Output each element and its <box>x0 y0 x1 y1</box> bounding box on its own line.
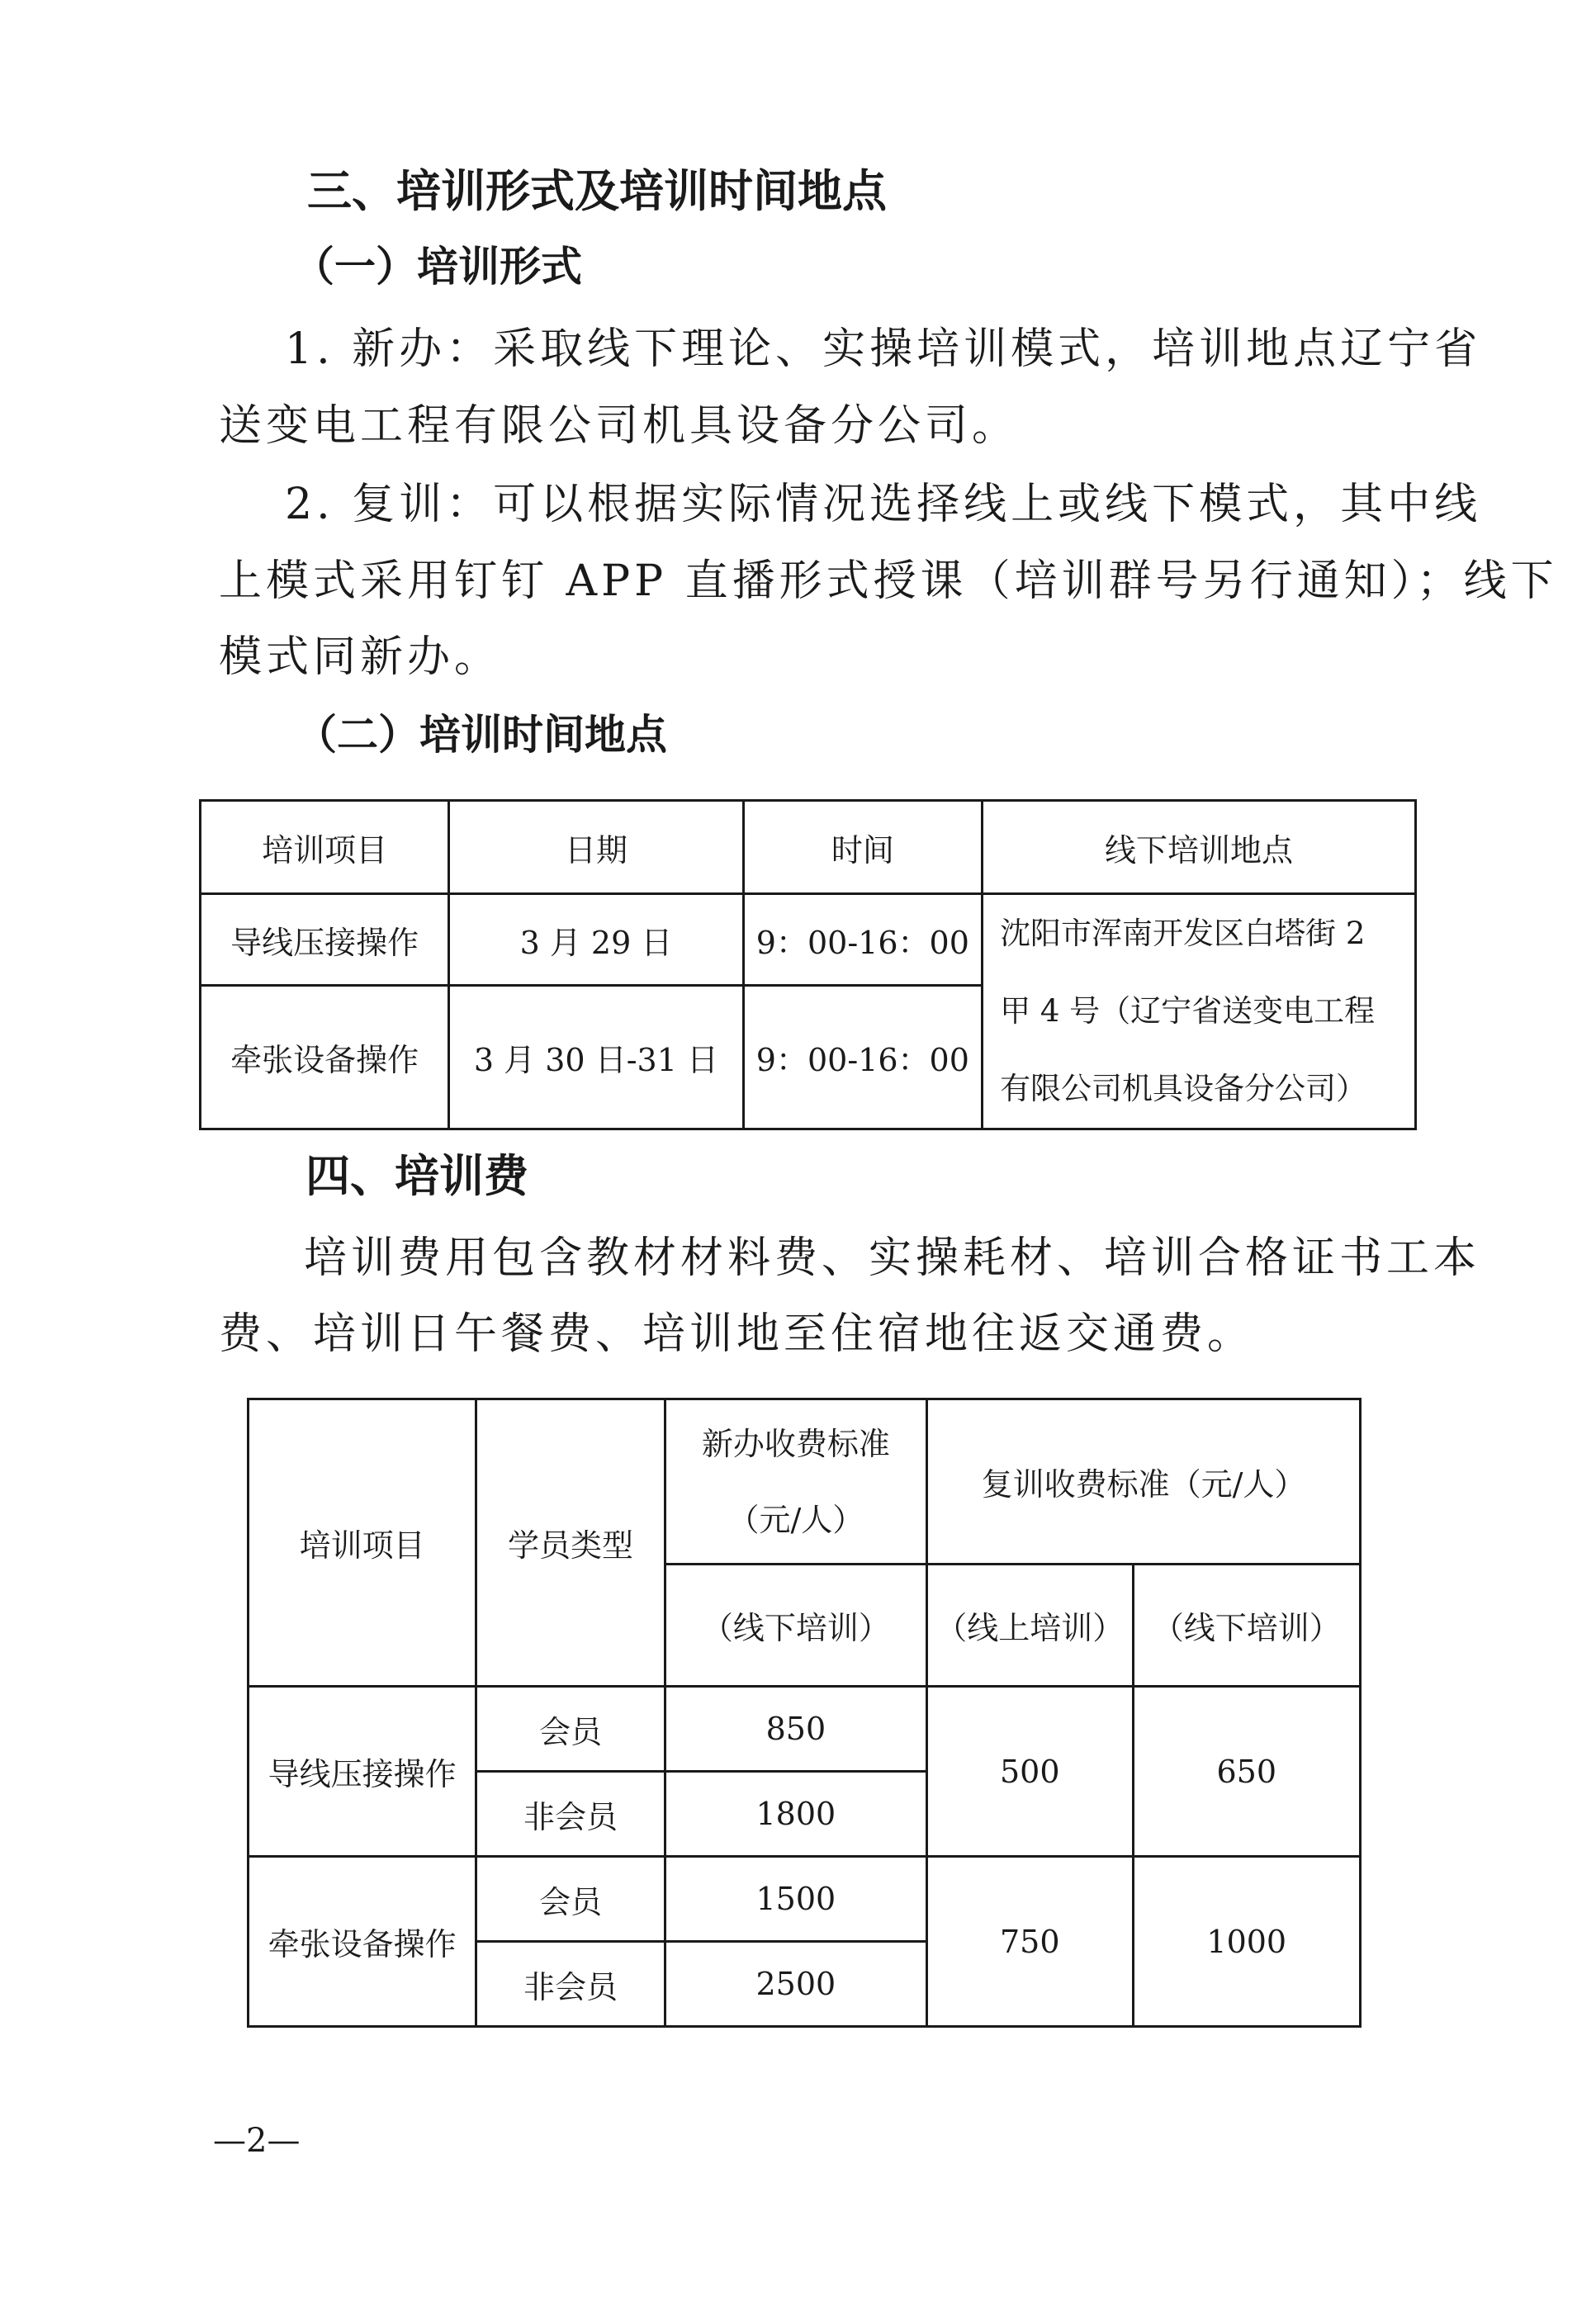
paragraph-line: 2. 复训：可以根据实际情况选择线上或线下模式，其中线 <box>285 480 1482 529</box>
header-line: 新办收费标准 <box>701 1425 890 1462</box>
header-cell: （线下培训） <box>665 1565 926 1687</box>
item-cell: 导线压接操作 <box>249 1687 476 1857</box>
header-cell: 培训项目 <box>249 1399 476 1687</box>
paragraph-line: 培训费用包含教材材料费、实操耗材、培训合格证书工本 <box>304 1233 1481 1283</box>
paragraph-line: 模式同新办。 <box>219 632 502 682</box>
item-cell: 牵张设备操作 <box>201 986 449 1129</box>
location-line: 有限公司机具设备分公司） <box>1000 1071 1367 1106</box>
type-cell: 会员 <box>476 1687 665 1772</box>
paragraph-line: 1. 新办：采取线下理论、实操培训模式，培训地点辽宁省 <box>285 324 1482 374</box>
paragraph-line: 上模式采用钉钉 APP 直播形式授课（培训群号另行通知）；线下 <box>219 556 1558 606</box>
header-cell: （线下培训） <box>1133 1565 1361 1687</box>
header-cell: 日期 <box>449 801 743 894</box>
time-cell: 9：00-16：00 <box>743 894 982 986</box>
table-row <box>249 1687 1361 1772</box>
paragraph-line: 送变电工程有限公司机具设备分公司。 <box>219 401 1020 451</box>
date-cell: 3 月 29 日 <box>449 894 743 986</box>
table-header-row <box>249 1399 1361 1565</box>
item-cell: 牵张设备操作 <box>249 1857 476 2027</box>
fee-cell: 1000 <box>1133 1857 1361 2027</box>
location-line: 沈阳市浑南开发区白塔街 2 <box>1000 916 1366 951</box>
header-cell: 学员类型 <box>476 1399 665 1687</box>
table-row <box>201 894 1416 986</box>
header-cell-retrain: 复训收费标准（元/人） <box>927 1399 1361 1565</box>
header-cell: 培训项目 <box>201 801 449 894</box>
fee-cell: 650 <box>1133 1687 1361 1857</box>
fee-cell: 500 <box>927 1687 1133 1857</box>
table-header-row <box>201 801 1416 894</box>
fee-cell: 850 <box>665 1687 926 1772</box>
fee-cell: 1500 <box>665 1857 926 1942</box>
item-cell: 导线压接操作 <box>201 894 449 986</box>
type-cell: 会员 <box>476 1857 665 1942</box>
fee-cell: 750 <box>927 1857 1133 2027</box>
paragraph-line: 费、培训日午餐费、培训地至住宿地往返交通费。 <box>219 1309 1255 1359</box>
type-cell: 非会员 <box>476 1772 665 1857</box>
header-line: （元/人） <box>727 1501 864 1538</box>
header-cell: 时间 <box>743 801 982 894</box>
page-number: —2— <box>213 2122 301 2160</box>
type-cell: 非会员 <box>476 1942 665 2027</box>
time-cell: 9：00-16：00 <box>743 986 982 1129</box>
header-cell-new <box>665 1399 926 1565</box>
section-title-3: 三、培训形式及培训时间地点 <box>307 165 887 217</box>
fee-cell: 2500 <box>665 1942 926 2027</box>
fee-table <box>247 1398 1362 2028</box>
table-row <box>249 1857 1361 1942</box>
subsection-title-form: （一）培训形式 <box>293 243 582 291</box>
location-line: 甲 4 号（辽宁省送变电工程 <box>1000 993 1376 1029</box>
location-cell <box>983 894 1416 1129</box>
fee-cell: 1800 <box>665 1772 926 1857</box>
header-cell: 线下培训地点 <box>983 801 1416 894</box>
subsection-title-time-place: （二）培训时间地点 <box>296 711 667 759</box>
section-title-4: 四、培训费 <box>305 1150 528 1202</box>
schedule-table <box>199 799 1417 1130</box>
header-cell: （线上培训） <box>927 1565 1133 1687</box>
date-cell: 3 月 30 日-31 日 <box>449 986 743 1129</box>
